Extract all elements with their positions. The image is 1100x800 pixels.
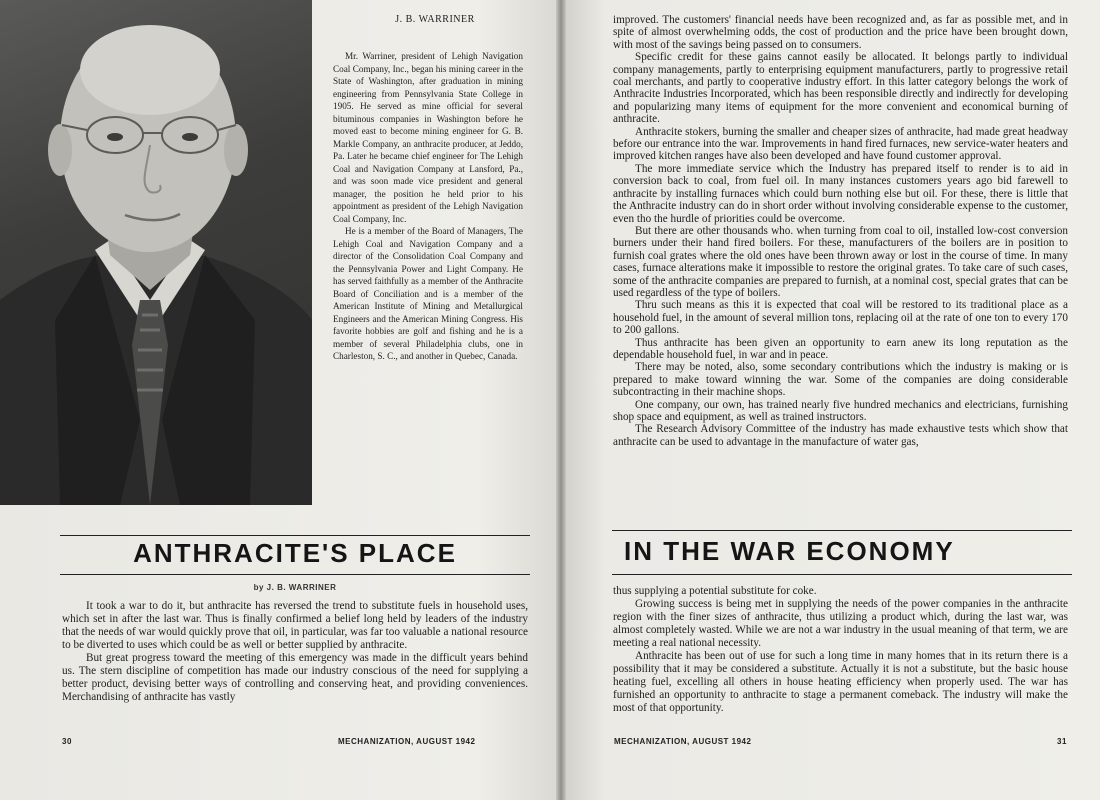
page-gutter [556, 0, 566, 800]
article-column-right-lower [613, 585, 1068, 715]
article-paragraph: Thru such means as this it is expected that coal will be restored to its traditional place as a household fuel, in the amount of several million tons, replacing oil at the rate of one ton to every 170 to 200 gallons. [613, 299, 1068, 337]
right-page [562, 0, 1100, 800]
byline: by J. B. WARRINER [253, 583, 337, 592]
article-paragraph: Anthracite stokers, burning the smaller and cheaper sizes of anthracite, had made great headway before our entrance into the war. Improvements in hand fired furnaces, new service-water heaters and improved kitchen ranges have also been developed and have found customer approval. [613, 125, 1068, 163]
portrait-illustration [0, 0, 312, 505]
article-paragraph: thus supplying a potential substitute for coke. [613, 585, 817, 597]
article-column-left [62, 600, 528, 704]
article-paragraph: Specific credit for these gains cannot easily be allocated. It belongs partly to individual company managements, partly to enterprising equipment manufacturers, partly to progressive retail coal merchants, and partly to cooperative industry effort. In this latter category belongs the work of Anthracite Industries Incorporated, which has been responsible directly and indirectly for developing and popularizing many items of equipment for the more convenient and economical burning of anthracite. [613, 51, 1068, 126]
article-paragraph: There may be noted, also, some secondary contributions which the industry is making or is prepared to make toward winning the war. Some of the companies are doing considerable subcontracting in their machine shops. [613, 361, 1068, 399]
running-footer-right: MECHANIZATION, AUGUST 1942 [614, 737, 752, 746]
headline-rule-bottom [612, 574, 1072, 575]
bio-paragraph: Mr. Warriner, president of Lehigh Navigation Coal Company, Inc., began his mining career in the State of Washington, after graduation in mining engineering from Pennsylvania State College in 1905. He served as mine official for several bituminous companies in Washington before he moved east to become mining engineer for G. B. Markle Company, an anthracite producer, at Jeddo, Pa. Later he became chief engineer for The Lehigh Coal and Navigation Company at Lansford, Pa., and was soon made vice president and general manager, the position he held prior to his appointment as president of the Lehigh Navigation Coal Company, Inc. [333, 51, 523, 224]
article-paragraph: improved. The customers' financial needs have been recognized and, as far as possible met, and in spite of almost overwhelming odds, the cost of production and the price have been brought down, with most of the savings being passed on to consumers. [613, 14, 1068, 51]
article-paragraph: Growing success is being met in supplying the needs of the power companies in the anthracite region with the finer sizes of anthracite, thus utilizing a product which, during the last war, was almost completely wasted. While we are not a war industry in the usual meaning of that term, we are meeting a real national necessity. [613, 598, 1068, 649]
article-paragraph: But great progress toward the meeting of this emergency was made in the difficult years behind us. The stern discipline of competition has made our industry conscious of the need for supplying a better product, devising better ways of controlling and conserving heat, and providing conveniences. Merchandising of anthracite has vastly [62, 652, 528, 703]
article-paragraph: But there are other thousands who. when turning from coal to oil, installed low-cost conversion burners under their hand fired boilers. For these, manufacturers of the boilers are in position to furnish coal grates where the old ones have been thrown away or lost in the course of time. In many cases, furnace alterations make it impossible to restore the original grates. To take care of such cases, some of the anthracite companies are prepared to furnish, at a nominal cost, special grates that can be used regardless of the type of boilers. [613, 224, 1068, 299]
running-footer-left: MECHANIZATION, AUGUST 1942 [338, 737, 476, 746]
article-column-right [613, 14, 1068, 448]
portrait-photo [0, 0, 312, 505]
bio-title: J. B. WARRINER [395, 14, 475, 25]
headline-rule-top [612, 530, 1072, 531]
article-paragraph: One company, our own, has trained nearly five hundred mechanics and electricians, furnishing shop space and equipment, as well as trained instructors. [613, 398, 1068, 423]
headline-rule-top [60, 535, 530, 536]
article-paragraph: The more immediate service which the Industry has prepared itself to render is to aid in conversion back to coal, from fuel oil. In many instances customers years ago bid farewell to anthracite by installing furnaces which could burn nothing else but oil. For these, there is little that the Anthracite industry can do in short order without involving considerable expense to the customer, even tho the hurdle of priorities could be overcome. [613, 162, 1068, 225]
headline-left: ANTHRACITE'S PLACE [133, 538, 457, 568]
bio-paragraph: He is a member of the Board of Managers, The Lehigh Coal and Navigation Company and a director of the Consolidation Coal Company and the Pennsylvania Power and Light Company. He has served faithfully as a member of the Anthracite Board of Conciliation and is a member of the American Institute of Mining and Metallurgical Engineers and the American Mining Congress. His favorite hobbies are golf and fishing and he is a member of several Philadelphia clubs, one in Charleston, S. C., and another in Quebec, Canada. [333, 226, 523, 361]
article-paragraph: Anthracite has been out of use for such a long time in many homes that in its return there is a possibility that it may be considered a substitute. Actually it is not a substitute, but the basic house heating fuel, excelling all others in house heating efficiency when properly used. The war has furnished an opportunity to anthracite to stage a permanent comeback. The industry will make the most of that opportunity. [613, 650, 1068, 714]
bio-text [333, 50, 523, 363]
article-paragraph: The Research Advisory Committee of the industry has made exhaustive tests which show that anthracite can be used to advantage in the manufacture of water gas, [613, 423, 1068, 448]
article-paragraph: Thus anthracite has been given an opportunity to earn anew its long reputation as the dependable household fuel, in war and in peace. [613, 336, 1068, 361]
headline-right: IN THE WAR ECONOMY [624, 536, 955, 566]
headline-rule-bottom [60, 574, 530, 575]
page-number-right: 31 [1057, 737, 1067, 746]
article-paragraph: It took a war to do it, but anthracite has reversed the trend to substitute fuels in household uses, which set in after the last war. Thus is finally confirmed a belief long held by leaders of the industry that the needs of war would quickly prove that oil, in particular, was far too valuable a national resource to be diverted to uses which could be as well or better supplied by anthracite. [62, 600, 528, 651]
page-number-left: 30 [62, 737, 72, 746]
